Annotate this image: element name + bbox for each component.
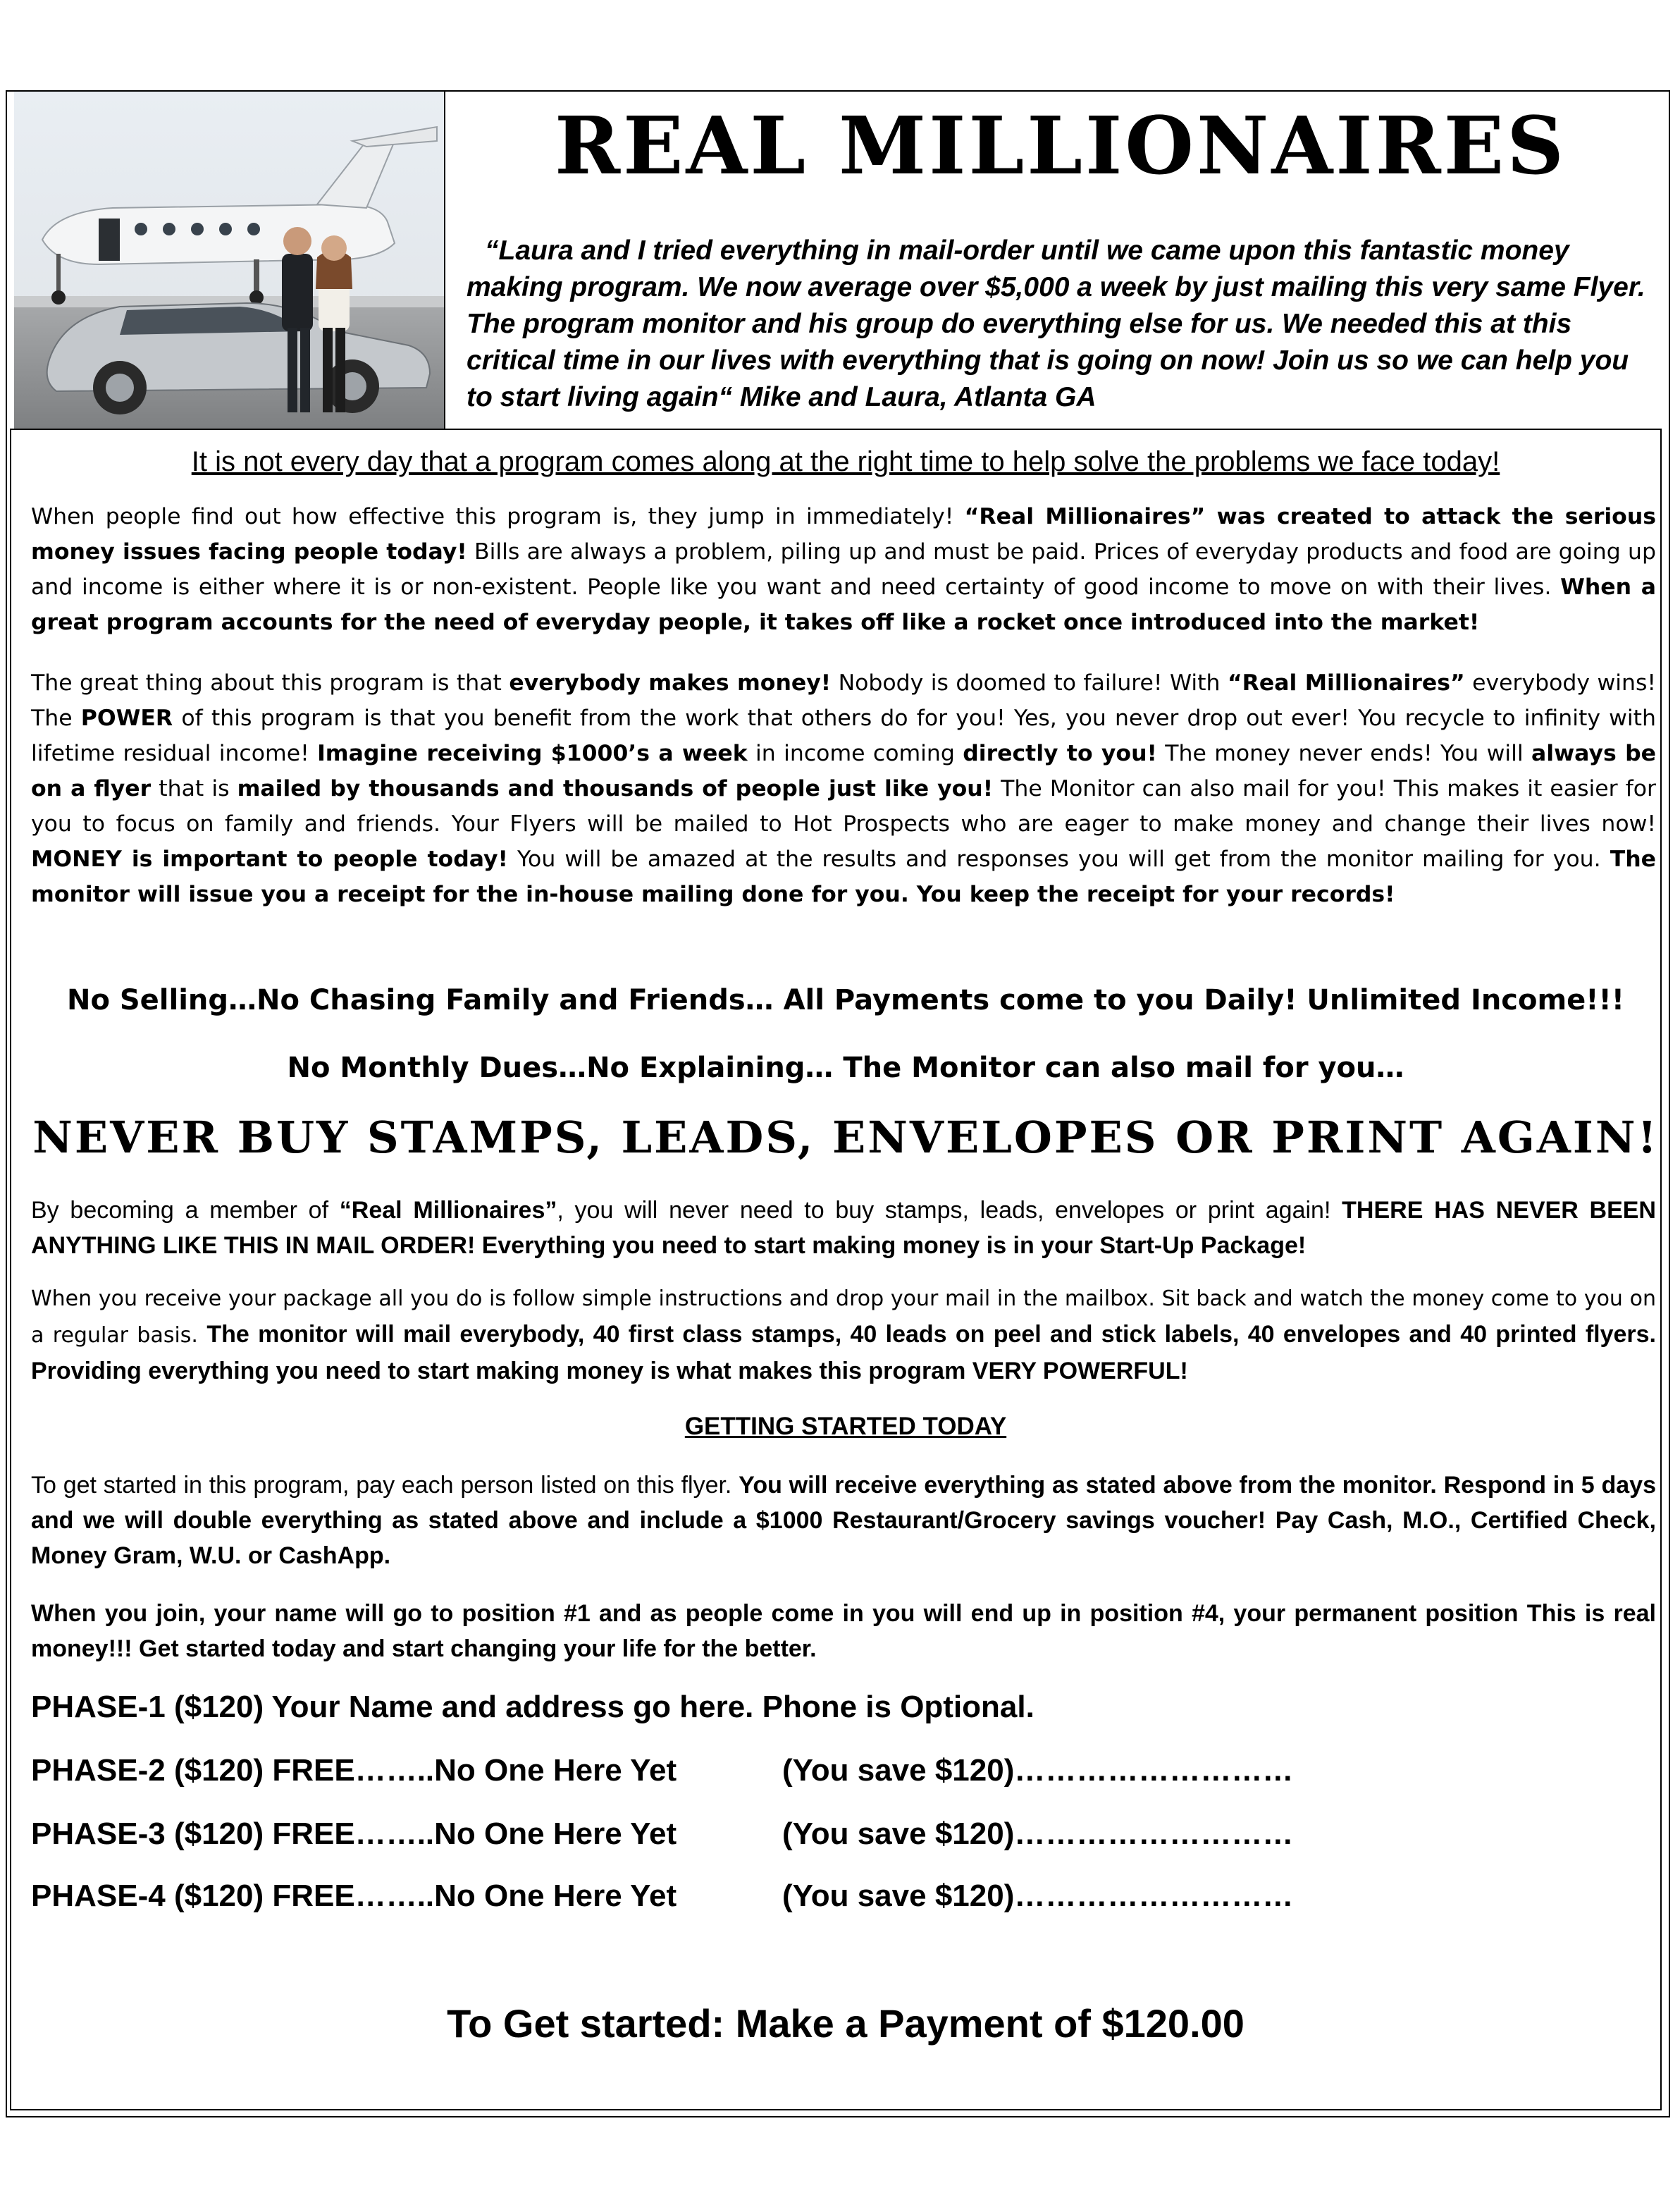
bold-run: mailed by thousands and thousands of people just like you! <box>237 776 994 801</box>
lead-line: It is not every day that a program comes along at the right time to help solve the problems we face today! <box>191 446 1500 477</box>
getting-started-heading: GETTING STARTED TODAY <box>684 1413 1007 1440</box>
bold-run: “Real Millionaires” <box>1227 670 1465 696</box>
text-run: that is <box>151 776 237 801</box>
text-run: Nobody is doomed to failure! With <box>831 670 1228 696</box>
text-run: The great thing about this program is that <box>31 670 509 696</box>
bold-run: directly to you! <box>963 741 1157 766</box>
phase-1-line: PHASE-1 ($120) Your Name and address go here. Phone is Optional. <box>31 1690 1034 1724</box>
page-title: REAL MILLIONAIRES <box>555 100 1567 192</box>
text-run: When you receive your package all you do is follow simple instructions and drop your mail in the mailbox. Sit back and watch the money come to you on a regular basis. <box>31 1286 1656 1348</box>
bold-run: “Real Millionaires” <box>339 1197 557 1224</box>
phase-3-savings: (You save $120)……………………… <box>782 1816 1294 1851</box>
text-run: Bills are always a problem, piling up and must be paid. Prices of everyday products and food are going up and income is either where it is or non-existent. People like you want and need certainty of good income to move on with their lives. <box>31 539 1656 600</box>
bold-run: When a great program accounts for the need of everyday people, it takes off like a rocket once introduced into the market! <box>31 574 1656 635</box>
bold-run: The monitor will issue you a receipt for the in-house mailing done for you. You keep the receipt for your records! <box>31 847 1656 907</box>
position-paragraph: When you join, your name will go to position #1 and as people come in you will end up in position #4, your permanent position This is real money!!! Get started today and start changing your life for the better. <box>31 1600 1656 1662</box>
testimonial-quote: “Laura and I tried everything in mail-order until we came upon this fantastic money making program. We now average over $5,000 a week by just mailing this very same Flyer. The program monitor and his group do everything else for us. We needed this at this critical time in our lives with everything that is going on now! Join us so we can help you to start living again“ Mike and Laura, Atlanta GA <box>467 235 1645 412</box>
no-selling-banner: No Selling…No Chasing Family and Friends… All Payments come to you Daily! Unlimited Income!!! <box>66 984 1625 1016</box>
bold-run: Imagine receiving $1000’s a week <box>317 741 748 766</box>
package-paragraph <box>31 1281 1656 1390</box>
text-run: The Monitor can also mail for you! This makes it easier for you to focus on family and friends. Your Flyers will be mailed to Hot Prospects who are eager to make money and change their lives now! <box>31 776 1656 837</box>
bold-run: THERE HAS NEVER BEEN ANYTHING LIKE THIS IN MAIL ORDER! Everything you need to start making money is in your Start-Up Package! <box>31 1197 1656 1259</box>
phase-3-line: PHASE-3 ($120) FREE……..No One Here Yet <box>31 1816 677 1851</box>
no-dues-banner: No Monthly Dues…No Explaining… The Monitor can also mail for you… <box>287 1052 1404 1084</box>
text-run: in income coming <box>747 741 963 766</box>
bold-run: everybody makes money! <box>509 670 832 696</box>
text-run: When people find out how effective this program is, they jump in immediately! <box>31 504 965 529</box>
bold-run: POWER <box>80 706 173 731</box>
phase-2-line: PHASE-2 ($120) FREE……..No One Here Yet <box>31 1753 677 1788</box>
phase-2-savings: (You save $120)……………………… <box>782 1753 1294 1788</box>
text-run: The money never ends! You will <box>1156 741 1532 766</box>
payment-call-to-action: To Get started: Make a Payment of $120.00 <box>447 2001 1244 2046</box>
phase-4-savings: (You save $120)……………………… <box>782 1879 1294 1913</box>
text-run: everybody wins! The <box>31 670 1656 731</box>
text-run: By becoming a member of <box>31 1197 340 1224</box>
intro-paragraph <box>31 499 1656 640</box>
benefits-paragraph <box>31 665 1656 912</box>
text-run: You will be amazed at the results and responses you will get from the monitor mailing for you. <box>507 847 1610 872</box>
bold-run: “Real Millionaires” was created to attack the serious money issues facing people today! <box>31 504 1656 565</box>
bold-run: MONEY is important to people today! <box>31 847 508 872</box>
bold-run: The monitor will mail everybody, 40 first class stamps, 40 leads on peel and stick labels, 40 envelopes and 40 printed flyers. Providing everything you need to start making money is what makes this program VERY POWERFUL! <box>31 1321 1656 1384</box>
jet-couple-photo <box>14 92 445 429</box>
text-run: To get started in this program, pay each person listed on this flyer. <box>31 1472 739 1499</box>
photo-illustration <box>14 92 445 429</box>
instructions-paragraph <box>31 1468 1656 1573</box>
phase-4-line: PHASE-4 ($120) FREE……..No One Here Yet <box>31 1879 677 1913</box>
text-run: , you will never need to buy stamps, leads, envelopes or print again! <box>557 1197 1342 1224</box>
text-run: of this program is that you benefit from the work that others do for you! Yes, you never drop out ever! You recycle to infinity with lifetime residual income! <box>31 706 1656 766</box>
bold-run: You will receive everything as stated above from the monitor. Respond in 5 days and we will double everything as stated above and include a $1000 Restaurant/Grocery savings voucher! Pay Cash, M.O., Certified Check, Money Gram, W.U. or CashApp. <box>31 1472 1656 1569</box>
never-buy-headline: NEVER BUY STAMPS, LEADS, ENVELOPES OR PRINT AGAIN! <box>32 1112 1659 1163</box>
bold-run: always be on a flyer <box>31 741 1656 801</box>
membership-paragraph <box>31 1193 1656 1263</box>
